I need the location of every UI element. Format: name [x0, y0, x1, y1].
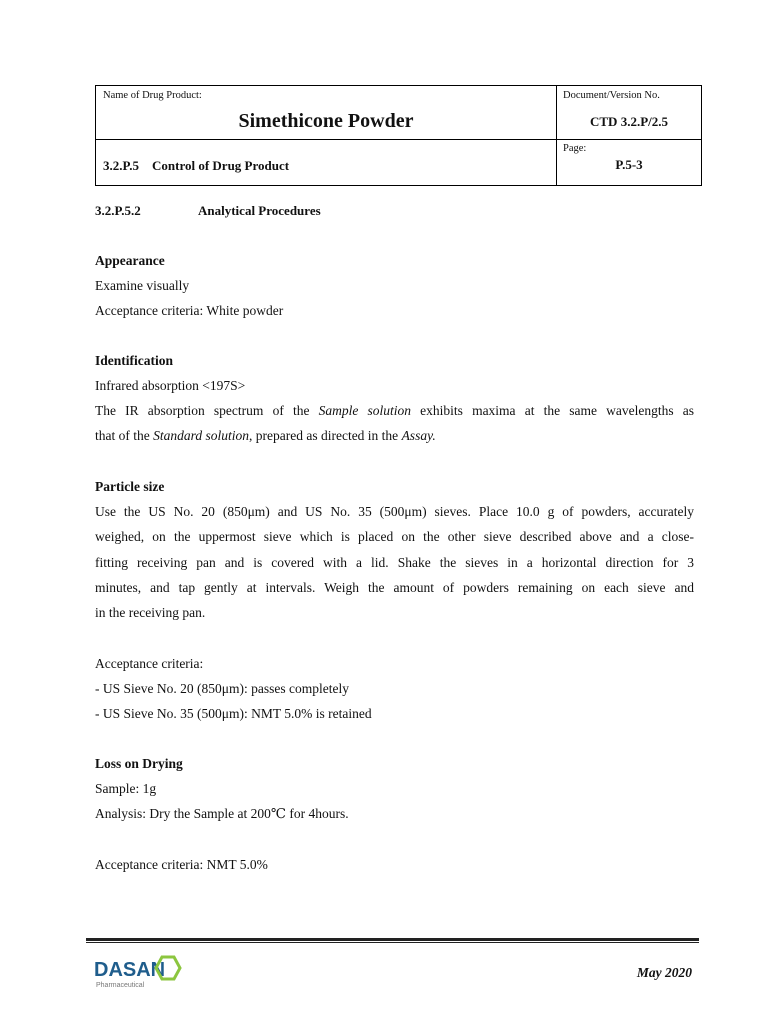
- subsection-number: 3.2.P.5.2: [95, 203, 141, 218]
- page-label: Page:: [563, 143, 587, 154]
- identification-heading: Identification: [95, 353, 174, 368]
- particle-size-criteria-sieve-20: - US Sieve No. 20 (850μm): passes completely: [95, 681, 349, 696]
- drug-name-label: Name of Drug Product:: [103, 90, 202, 101]
- particle-size-line: in the receiving pan.: [95, 605, 206, 620]
- loss-on-drying-analysis: Analysis: Dry the Sample at 200℃ for 4hours.: [95, 806, 349, 821]
- appearance-criteria: Acceptance criteria: White powder: [95, 303, 284, 318]
- section-title: 3.2.P.5 Control of Drug Product: [103, 158, 290, 173]
- particle-size-criteria-label: Acceptance criteria:: [95, 656, 204, 671]
- particle-size-heading: Particle size: [95, 479, 165, 494]
- page-number: P.5-3: [615, 157, 643, 172]
- particle-size-line: minutes, and tap gently at intervals. Weigh the amount of powders remaining on each sieve and: [95, 580, 694, 595]
- dasan-logo: [92, 954, 184, 992]
- header-divider-horizontal: [96, 139, 701, 140]
- identification-paragraph-line-2: that of the Standard solution, prepared as directed in the Assay.: [95, 428, 436, 443]
- subsection-title: Analytical Procedures: [198, 203, 321, 218]
- logo-subtitle: Pharmaceutical: [96, 982, 145, 989]
- product-name: Simethicone Powder: [238, 110, 414, 132]
- particle-size-line: fitting receiving pan and is covered with a lid. Shake the sieves in a horizontal direction for 3: [95, 555, 694, 570]
- footer-date: May 2020: [636, 965, 692, 980]
- particle-size-line: Use the US No. 20 (850μm) and US No. 35 (500μm) sieves. Place 10.0 g of powders, accurately: [95, 504, 694, 519]
- loss-on-drying-sample: Sample: 1g: [95, 781, 157, 796]
- document-version-label: Document/Version No.: [563, 90, 660, 101]
- identification-method: Infrared absorption <197S>: [95, 378, 246, 393]
- document-header-table: [95, 85, 702, 186]
- loss-on-drying-heading: Loss on Drying: [95, 756, 183, 771]
- appearance-heading: Appearance: [95, 253, 165, 268]
- loss-on-drying-criteria: Acceptance criteria: NMT 5.0%: [95, 857, 268, 872]
- particle-size-line: weighed, on the uppermost sieve which is placed on the other sieve described above and a close-: [95, 529, 694, 544]
- identification-paragraph-line-1: The IR absorption spectrum of the Sample solution exhibits maxima at the same wavelengths as: [95, 403, 694, 418]
- footer-rule: [86, 938, 699, 941]
- particle-size-criteria-sieve-35: - US Sieve No. 35 (500μm): NMT 5.0% is retained: [95, 706, 372, 721]
- document-number: CTD 3.2.P/2.5: [590, 114, 668, 129]
- appearance-method: Examine visually: [95, 278, 190, 293]
- logo-wordmark: DASAN: [94, 959, 166, 981]
- footer-rule-thin: [86, 942, 699, 943]
